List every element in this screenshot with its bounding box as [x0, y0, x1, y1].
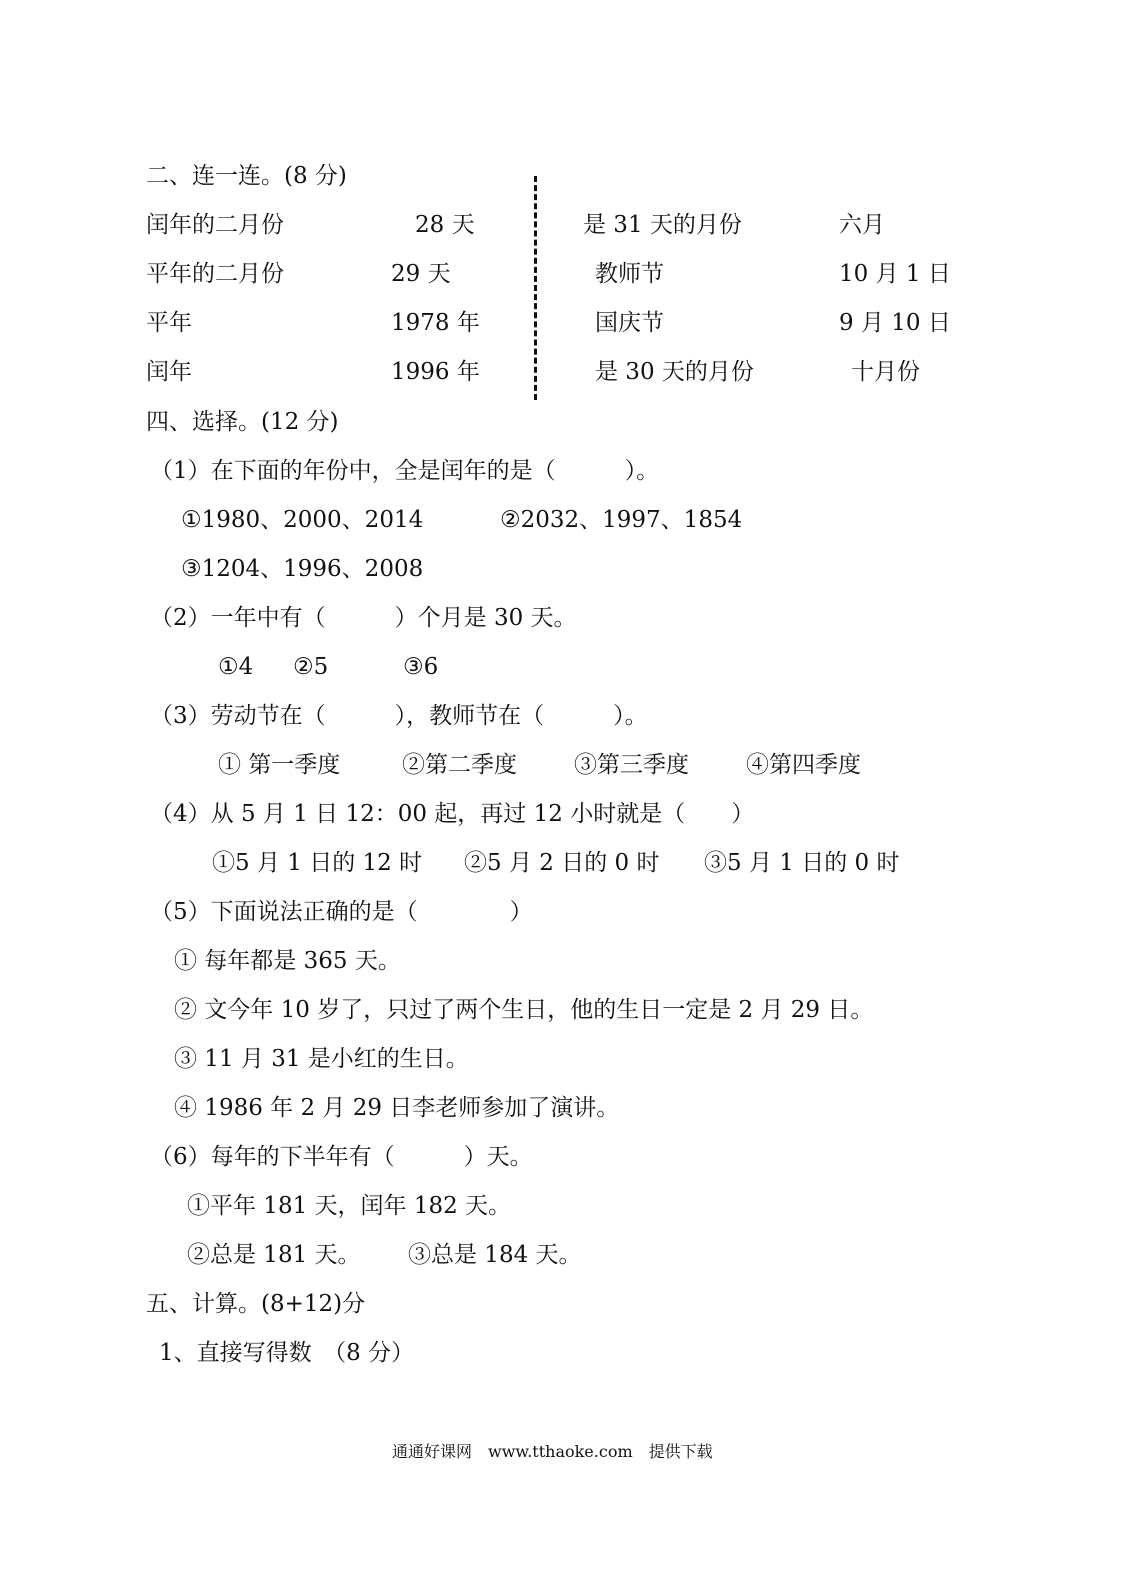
- question-2-option-3: ③6: [403, 654, 439, 680]
- question-3-option-3: ③第三季度: [574, 752, 689, 778]
- match-right-label-4: 是 30 天的月份: [595, 359, 754, 385]
- match-right-value-2: 10 月 1 日: [839, 261, 951, 287]
- footer-source: 通通好课网 www.tthaoke.com 提供下载: [392, 1442, 713, 1461]
- question-6-option-1: ①平年 181 天，闰年 182 天。: [187, 1193, 512, 1219]
- question-6-stem: （6）每年的下半年有（ ）天。: [150, 1144, 533, 1170]
- question-4-option-2: ②5 月 2 日的 0 时: [464, 850, 660, 876]
- question-1-option-3: ③1204、1996、2008: [181, 556, 424, 582]
- match-left-value-4: 1996 年: [391, 359, 480, 385]
- match-right-label-1: 是 31 天的月份: [583, 212, 742, 238]
- question-6-option-3: ③总是 184 天。: [408, 1242, 582, 1268]
- match-left-label-4: 闰年: [146, 359, 192, 385]
- question-4-option-1: ①5 月 1 日的 12 时: [212, 850, 423, 876]
- match-right-label-3: 国庆节: [595, 310, 664, 336]
- question-5-option-2: ② 文今年 10 岁了，只过了两个生日，他的生日一定是 2 月 29 日。: [174, 997, 874, 1023]
- match-left-label-2: 平年的二月份: [146, 261, 284, 287]
- match-right-value-3: 9 月 10 日: [839, 310, 951, 336]
- question-2-option-1: ①4: [218, 654, 254, 680]
- match-left-label-1: 闰年的二月份: [146, 212, 284, 238]
- question-5-option-1: ① 每年都是 365 天。: [174, 948, 401, 974]
- match-left-label-3: 平年: [146, 310, 192, 336]
- match-left-value-3: 1978 年: [391, 310, 480, 336]
- section-2-title: 二、连一连。(8 分): [146, 163, 347, 189]
- question-2-option-2: ②5: [293, 654, 329, 680]
- dashed-divider: [534, 176, 537, 400]
- question-6-option-2: ②总是 181 天。: [187, 1242, 361, 1268]
- match-right-value-1: 六月: [839, 212, 885, 238]
- match-left-value-1: 28 天: [415, 212, 475, 238]
- question-5-stem: （5）下面说法正确的是（ ）: [150, 899, 533, 925]
- question-5-option-4: ④ 1986 年 2 月 29 日李老师参加了演讲。: [174, 1095, 620, 1121]
- question-3-option-2: ②第二季度: [402, 752, 517, 778]
- question-3-option-4: ④第四季度: [746, 752, 861, 778]
- question-1-option-1: ①1980、2000、2014: [181, 507, 424, 533]
- match-left-value-2: 29 天: [391, 261, 451, 287]
- question-2-stem: （2）一年中有（ ）个月是 30 天。: [150, 605, 577, 631]
- section-5-subtitle-1: 1、直接写得数 （8 分）: [159, 1340, 415, 1366]
- question-1-stem: （1）在下面的年份中，全是闰年的是（ ）。: [150, 458, 660, 484]
- question-3-stem: （3）劳动节在（ ），教师节在（ ）。: [150, 703, 648, 729]
- section-5-title: 五、计算。(8+12)分: [146, 1291, 366, 1317]
- question-4-option-3: ③5 月 1 日的 0 时: [704, 850, 900, 876]
- question-3-option-1: ① 第一季度: [218, 752, 341, 778]
- question-4-stem: （4）从 5 月 1 日 12：00 起，再过 12 小时就是（ ）: [150, 801, 755, 827]
- section-4-title: 四、选择。(12 分): [146, 409, 339, 435]
- question-5-option-3: ③ 11 月 31 是小红的生日。: [174, 1046, 469, 1072]
- question-1-option-2: ②2032、1997、1854: [500, 507, 743, 533]
- match-right-value-4: 十月份: [851, 359, 920, 385]
- match-right-label-2: 教师节: [595, 261, 664, 287]
